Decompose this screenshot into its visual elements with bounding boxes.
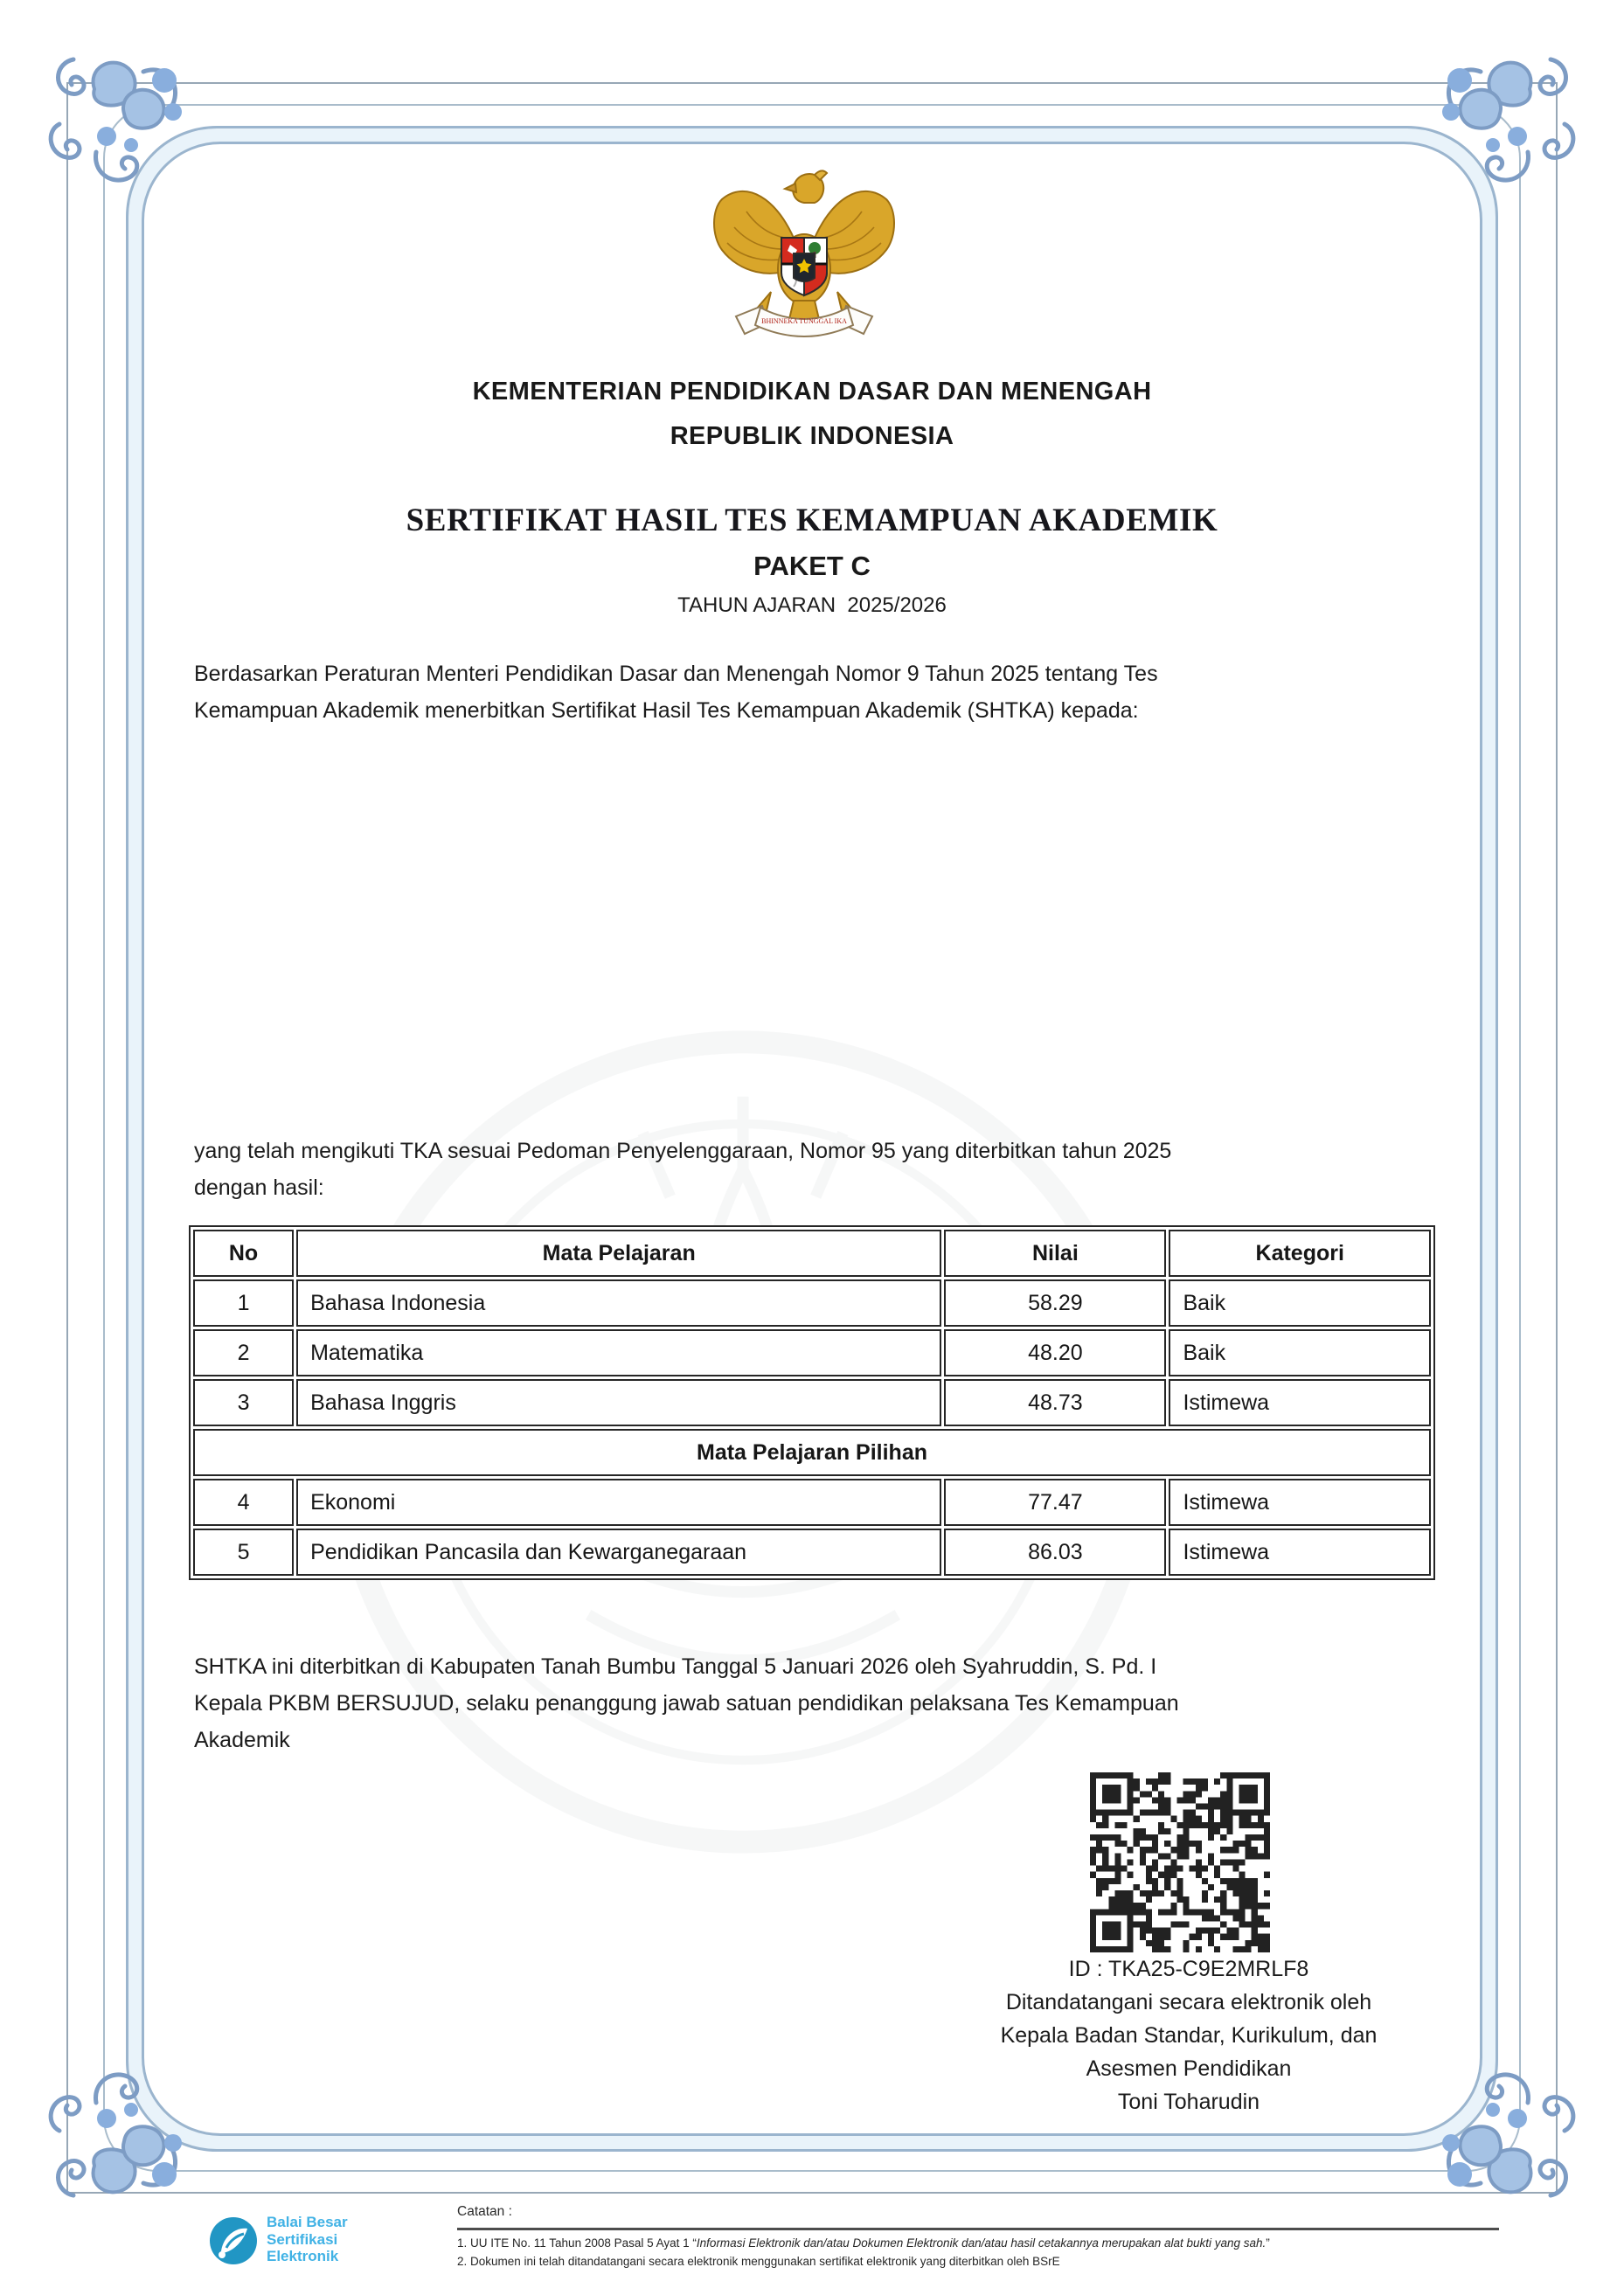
qr-code [1090, 1772, 1270, 1952]
footnote-2: 2. Dokumen ini telah ditandatangani secara elektronik menggunakan sertifikat elektronik yang diterbitkan oleh BSrE [457, 2255, 1060, 2268]
issuance-line3: Akademik [194, 1728, 290, 1752]
cell-no: 5 [193, 1529, 294, 1576]
signer-name: Toni Toharudin [1117, 2090, 1260, 2114]
signature-line1: Ditandatangani secara elektronik oleh [1005, 1990, 1372, 2014]
footnote-1-prefix: 1. UU ITE No. 11 Tahun 2008 Pasal 5 Ayat 1 “ [457, 2236, 697, 2250]
issuance-line2: Kepala PKBM BERSUJUD, selaku penanggung jawab satuan pendidikan pelaksana Tes Kemampuan [194, 1691, 1179, 1716]
cell-no: 4 [193, 1479, 294, 1526]
cell-category: Istimewa [1169, 1379, 1431, 1426]
score-table [189, 1225, 1435, 1580]
footnote-1-quote: Informasi Elektronik dan/atau Dokumen Elektronik dan/atau hasil cetakannya merupakan alat bukti yang sah. [696, 2236, 1267, 2250]
garuda-pancasila-emblem [710, 161, 899, 360]
academic-year: TAHUN AJARAN 2025/2026 [677, 593, 947, 617]
section-header: Mata Pelajaran Pilihan [193, 1429, 1431, 1476]
cell-subject: Matematika [296, 1329, 941, 1376]
certificate-title: SERTIFIKAT HASIL TES KEMAMPUAN AKADEMIK [406, 503, 1218, 538]
bsre-logo-icon [209, 2216, 258, 2265]
corner-flourish-icon [1418, 40, 1584, 206]
table-row [193, 1529, 1431, 1576]
signature-block [957, 1952, 1420, 2118]
cell-score: 58.29 [944, 1279, 1166, 1327]
intro-line1: Berdasarkan Peraturan Menteri Pendidikan Dasar dan Menengah Nomor 9 Tahun 2025 tentang Tes [194, 662, 1158, 686]
header-subject: Mata Pelajaran [296, 1230, 941, 1277]
cell-no: 1 [193, 1279, 294, 1327]
issuance-paragraph [194, 1648, 1435, 1758]
table-row [193, 1329, 1431, 1376]
corner-flourish-icon [1418, 2049, 1584, 2215]
bsre-logo-text [267, 2214, 348, 2265]
bsre-text-line1: Balai Besar [267, 2214, 348, 2230]
cell-no: 2 [193, 1329, 294, 1376]
corner-flourish-icon [40, 2049, 206, 2215]
cell-subject: Ekonomi [296, 1479, 941, 1526]
cell-subject: Bahasa Inggris [296, 1379, 941, 1426]
intro-line2: Kemampuan Akademik menerbitkan Sertifikat Hasil Tes Kemampuan Akademik (SHTKA) kepada: [194, 698, 1139, 723]
program-name: PAKET C [753, 551, 871, 581]
cell-category: Baik [1169, 1329, 1431, 1376]
footnote-1-suffix: ” [1266, 2236, 1270, 2250]
cell-category: Baik [1169, 1279, 1431, 1327]
result-intro-paragraph [194, 1133, 1435, 1206]
table-section-row [193, 1429, 1431, 1476]
table-row [193, 1479, 1431, 1526]
cell-subject: Bahasa Indonesia [296, 1279, 941, 1327]
table-row [193, 1379, 1431, 1426]
cell-subject: Pendidikan Pancasila dan Kewarganegaraan [296, 1529, 941, 1576]
header-score: Nilai [944, 1230, 1166, 1277]
ministry-name-line1: KEMENTERIAN PENDIDIKAN DASAR DAN MENENGAH [472, 378, 1152, 406]
result-intro-line2: dengan hasil: [194, 1175, 324, 1200]
signature-line3: Asesmen Pendidikan [1086, 2056, 1292, 2081]
cell-category: Istimewa [1169, 1529, 1431, 1576]
result-intro-line1: yang telah mengikuti TKA sesuai Pedoman Penyelenggaraan, Nomor 95 yang diterbitkan tahun 2025 [194, 1139, 1172, 1163]
bsre-text-line2: Sertifikasi [267, 2230, 338, 2248]
signature-line2: Kepala Badan Standar, Kurikulum, dan [1000, 2023, 1378, 2048]
cell-no: 3 [193, 1379, 294, 1426]
catatan-divider [457, 2228, 1499, 2230]
banner-motto: BHINNEKA TUNGGAL IKA [761, 317, 847, 325]
signature-id: ID : TKA25-C9E2MRLF8 [1068, 1957, 1309, 1981]
corner-flourish-icon [40, 40, 206, 206]
catatan-label: Catatan : [457, 2204, 512, 2219]
cell-score: 48.73 [944, 1379, 1166, 1426]
cell-category: Istimewa [1169, 1479, 1431, 1526]
issuance-line1: SHTKA ini diterbitkan di Kabupaten Tanah Bumbu Tanggal 5 Januari 2026 oleh Syahruddin, S. Pd. I [194, 1654, 1157, 1679]
header-no: No [193, 1230, 294, 1277]
cell-score: 77.47 [944, 1479, 1166, 1526]
footnote-1 [457, 2236, 1602, 2250]
bsre-text-line3: Elektronik [267, 2248, 339, 2264]
intro-paragraph [194, 655, 1435, 729]
ministry-name-line2: REPUBLIK INDONESIA [670, 422, 954, 450]
table-header-row [193, 1230, 1431, 1277]
header-category: Kategori [1169, 1230, 1431, 1277]
table-row [193, 1279, 1431, 1327]
cell-score: 48.20 [944, 1329, 1166, 1376]
cell-score: 86.03 [944, 1529, 1166, 1576]
